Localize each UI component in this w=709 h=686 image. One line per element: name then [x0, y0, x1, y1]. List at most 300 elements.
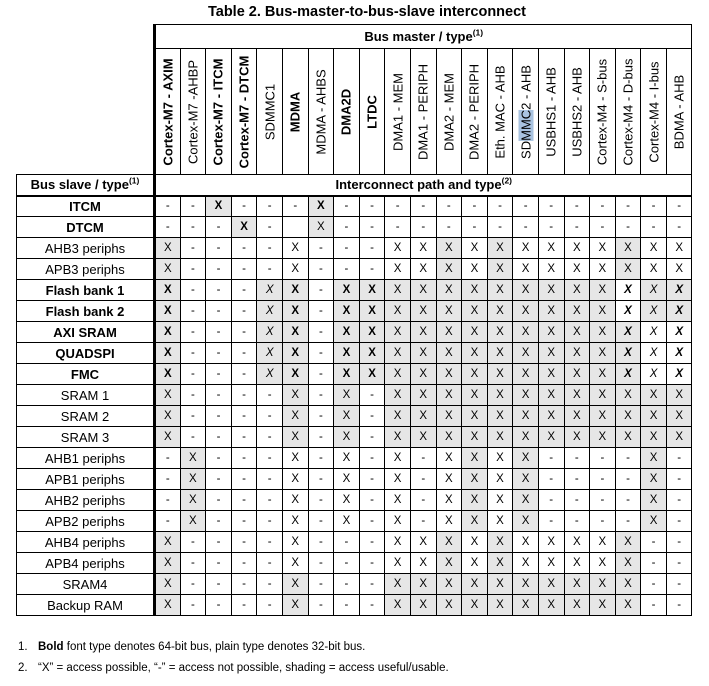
master-column-label: Cortex-M7 -AHBP	[185, 59, 201, 164]
access-possible-cell: X	[385, 238, 411, 259]
footnote-text	[38, 641, 365, 662]
access-possible-cell: X	[615, 364, 641, 385]
access-possible-cell: X	[538, 406, 564, 427]
access-possible-cell: X	[462, 511, 488, 532]
master-column-header	[308, 49, 334, 175]
access-possible-cell: X	[513, 574, 539, 595]
master-column-label: BDMA - AHB	[671, 74, 687, 149]
access-possible-cell: X	[513, 553, 539, 574]
access-not-possible-cell: -	[615, 448, 641, 469]
access-not-possible-cell: -	[359, 196, 385, 217]
access-possible-cell: X	[666, 259, 692, 280]
access-not-possible-cell: -	[206, 259, 232, 280]
master-column-header	[590, 49, 616, 175]
access-possible-cell: X	[410, 427, 436, 448]
access-possible-cell: X	[666, 364, 692, 385]
access-possible-cell: X	[155, 427, 181, 448]
access-possible-cell: X	[334, 280, 360, 301]
access-possible-cell: X	[487, 322, 513, 343]
access-possible-cell: X	[462, 427, 488, 448]
access-not-possible-cell: -	[538, 217, 564, 238]
access-possible-cell: X	[487, 595, 513, 616]
master-column-header	[257, 49, 283, 175]
access-not-possible-cell: -	[180, 238, 206, 259]
access-possible-cell: X	[410, 301, 436, 322]
access-possible-cell: X	[308, 196, 334, 217]
access-possible-cell: X	[513, 238, 539, 259]
access-not-possible-cell: -	[308, 364, 334, 385]
access-possible-cell: X	[513, 532, 539, 553]
access-not-possible-cell: -	[359, 385, 385, 406]
access-possible-cell: X	[410, 553, 436, 574]
access-not-possible-cell: -	[257, 259, 283, 280]
access-possible-cell: X	[257, 322, 283, 343]
access-possible-cell: X	[487, 406, 513, 427]
access-possible-cell: X	[513, 259, 539, 280]
master-column-header	[538, 49, 564, 175]
access-not-possible-cell: -	[359, 511, 385, 532]
access-possible-cell: X	[257, 343, 283, 364]
access-possible-cell: X	[590, 532, 616, 553]
bus-slave-label: AHB2 periphs	[17, 490, 155, 511]
footnote-ref: (1)	[472, 27, 484, 38]
access-possible-cell: X	[334, 322, 360, 343]
access-not-possible-cell: -	[180, 196, 206, 217]
access-possible-cell: X	[410, 406, 436, 427]
master-column-header	[410, 49, 436, 175]
access-not-possible-cell: -	[308, 406, 334, 427]
access-possible-cell: X	[462, 469, 488, 490]
access-not-possible-cell: -	[359, 238, 385, 259]
master-column-label: DMA1 - MEM	[390, 72, 406, 151]
access-not-possible-cell: -	[206, 217, 232, 238]
access-possible-cell: X	[155, 343, 181, 364]
access-not-possible-cell: -	[359, 406, 385, 427]
bus-slave-label: APB4 periphs	[17, 553, 155, 574]
access-possible-cell: X	[615, 238, 641, 259]
access-possible-cell: X	[282, 406, 308, 427]
access-possible-cell: X	[436, 322, 462, 343]
access-not-possible-cell: -	[231, 448, 257, 469]
access-possible-cell: X	[155, 574, 181, 595]
access-not-possible-cell: -	[641, 532, 667, 553]
access-possible-cell: X	[436, 238, 462, 259]
access-not-possible-cell: -	[257, 217, 283, 238]
access-possible-cell: X	[436, 301, 462, 322]
access-possible-cell: X	[487, 385, 513, 406]
access-not-possible-cell: -	[641, 217, 667, 238]
access-not-possible-cell: -	[206, 406, 232, 427]
access-not-possible-cell: -	[564, 448, 590, 469]
access-possible-cell: X	[385, 469, 411, 490]
access-not-possible-cell: -	[615, 511, 641, 532]
access-not-possible-cell: -	[590, 217, 616, 238]
access-possible-cell: X	[410, 280, 436, 301]
access-not-possible-cell: -	[666, 217, 692, 238]
access-possible-cell: X	[538, 385, 564, 406]
access-not-possible-cell: -	[231, 595, 257, 616]
footnote	[18, 641, 449, 662]
access-not-possible-cell: -	[180, 259, 206, 280]
table-row	[17, 490, 692, 511]
access-possible-cell: X	[282, 301, 308, 322]
bus-master-header-text: Bus master / type	[364, 29, 473, 44]
access-not-possible-cell: -	[206, 364, 232, 385]
access-not-possible-cell: -	[590, 448, 616, 469]
access-not-possible-cell: -	[359, 574, 385, 595]
access-possible-cell: X	[436, 280, 462, 301]
access-possible-cell: X	[590, 343, 616, 364]
access-possible-cell: X	[155, 532, 181, 553]
access-possible-cell: X	[282, 490, 308, 511]
access-possible-cell: X	[513, 322, 539, 343]
access-possible-cell: X	[590, 595, 616, 616]
footnote-bold-lead: Bold	[38, 641, 64, 653]
access-possible-cell: X	[359, 322, 385, 343]
access-not-possible-cell: -	[206, 595, 232, 616]
access-possible-cell: X	[180, 511, 206, 532]
access-possible-cell: X	[282, 448, 308, 469]
master-column-label: MDMA	[287, 91, 303, 132]
access-not-possible-cell: -	[231, 364, 257, 385]
access-possible-cell: X	[615, 532, 641, 553]
access-not-possible-cell: -	[257, 532, 283, 553]
master-column-header	[206, 49, 232, 175]
master-column-label: DMA2 - MEM	[441, 72, 457, 151]
access-not-possible-cell: -	[308, 343, 334, 364]
access-possible-cell: X	[334, 364, 360, 385]
access-possible-cell: X	[206, 196, 232, 217]
table-row	[17, 469, 692, 490]
access-not-possible-cell: -	[359, 490, 385, 511]
access-not-possible-cell: -	[666, 532, 692, 553]
access-not-possible-cell: -	[206, 469, 232, 490]
access-possible-cell: X	[257, 364, 283, 385]
access-not-possible-cell: -	[206, 553, 232, 574]
access-possible-cell: X	[282, 427, 308, 448]
table-title-text: Table 2. Bus-master-to-bus-slave interconnect	[207, 4, 526, 20]
access-not-possible-cell: -	[206, 574, 232, 595]
access-possible-cell: X	[666, 427, 692, 448]
access-possible-cell: X	[615, 553, 641, 574]
access-not-possible-cell: -	[257, 595, 283, 616]
access-not-possible-cell: -	[231, 280, 257, 301]
access-not-possible-cell: -	[155, 511, 181, 532]
access-possible-cell: X	[282, 595, 308, 616]
access-not-possible-cell: -	[359, 217, 385, 238]
access-possible-cell: X	[155, 238, 181, 259]
table-row	[17, 427, 692, 448]
access-not-possible-cell: -	[180, 385, 206, 406]
access-not-possible-cell: -	[155, 469, 181, 490]
access-not-possible-cell: -	[308, 511, 334, 532]
access-possible-cell: X	[436, 427, 462, 448]
bus-slave-label: Backup RAM	[17, 595, 155, 616]
access-not-possible-cell: -	[180, 217, 206, 238]
access-possible-cell: X	[513, 427, 539, 448]
access-possible-cell: X	[615, 427, 641, 448]
access-possible-cell: X	[334, 448, 360, 469]
access-not-possible-cell: -	[410, 490, 436, 511]
access-possible-cell: X	[385, 448, 411, 469]
table-row	[17, 301, 692, 322]
access-possible-cell: X	[410, 322, 436, 343]
table-row	[17, 574, 692, 595]
access-not-possible-cell: -	[308, 427, 334, 448]
access-possible-cell: X	[538, 553, 564, 574]
bus-slave-label: Flash bank 2	[17, 301, 155, 322]
access-possible-cell: X	[231, 217, 257, 238]
access-possible-cell: X	[513, 469, 539, 490]
access-possible-cell: X	[359, 343, 385, 364]
access-not-possible-cell: -	[615, 196, 641, 217]
access-possible-cell: X	[538, 322, 564, 343]
access-not-possible-cell: -	[641, 595, 667, 616]
access-possible-cell: X	[538, 301, 564, 322]
access-possible-cell: X	[641, 469, 667, 490]
access-not-possible-cell: -	[206, 448, 232, 469]
access-not-possible-cell: -	[538, 490, 564, 511]
bus-slave-label: SRAM 3	[17, 427, 155, 448]
master-column-header	[615, 49, 641, 175]
access-possible-cell: X	[155, 259, 181, 280]
access-possible-cell: X	[538, 427, 564, 448]
access-possible-cell: X	[462, 574, 488, 595]
table-row	[17, 322, 692, 343]
access-not-possible-cell: -	[180, 595, 206, 616]
access-possible-cell: X	[257, 301, 283, 322]
access-possible-cell: X	[436, 469, 462, 490]
access-not-possible-cell: -	[231, 490, 257, 511]
access-possible-cell: X	[436, 511, 462, 532]
access-possible-cell: X	[385, 532, 411, 553]
interconnect-path-header-text: Interconnect path and type	[335, 177, 502, 193]
access-possible-cell: X	[385, 406, 411, 427]
access-possible-cell: X	[641, 343, 667, 364]
access-possible-cell: X	[487, 490, 513, 511]
master-column-header	[359, 49, 385, 175]
access-possible-cell: X	[282, 469, 308, 490]
access-possible-cell: X	[436, 532, 462, 553]
access-possible-cell: X	[334, 343, 360, 364]
access-not-possible-cell: -	[334, 196, 360, 217]
access-possible-cell: X	[436, 574, 462, 595]
master-column-header	[155, 49, 181, 175]
bus-master-header	[155, 25, 692, 49]
table-row	[17, 448, 692, 469]
access-not-possible-cell: -	[308, 448, 334, 469]
access-not-possible-cell: -	[308, 385, 334, 406]
master-column-header	[231, 49, 257, 175]
access-possible-cell: X	[564, 364, 590, 385]
empty-cell	[282, 217, 308, 238]
master-column-header	[564, 49, 590, 175]
access-not-possible-cell: -	[308, 532, 334, 553]
access-possible-cell: X	[564, 574, 590, 595]
access-possible-cell: X	[538, 532, 564, 553]
access-possible-cell: X	[615, 280, 641, 301]
master-column-label: Cortex-M7 - DTCM	[236, 55, 252, 168]
access-not-possible-cell: -	[666, 574, 692, 595]
access-not-possible-cell: -	[180, 301, 206, 322]
access-possible-cell: X	[385, 574, 411, 595]
access-not-possible-cell: -	[359, 532, 385, 553]
access-not-possible-cell: -	[513, 196, 539, 217]
access-not-possible-cell: -	[359, 553, 385, 574]
access-not-possible-cell: -	[666, 595, 692, 616]
access-possible-cell: X	[564, 280, 590, 301]
access-possible-cell: X	[462, 259, 488, 280]
access-not-possible-cell: -	[590, 511, 616, 532]
access-not-possible-cell: -	[666, 196, 692, 217]
access-not-possible-cell: -	[206, 532, 232, 553]
access-possible-cell: X	[282, 259, 308, 280]
access-not-possible-cell: -	[231, 322, 257, 343]
access-not-possible-cell: -	[180, 532, 206, 553]
bus-slave-label: QUADSPI	[17, 343, 155, 364]
access-possible-cell: X	[180, 490, 206, 511]
access-possible-cell: X	[282, 553, 308, 574]
access-not-possible-cell: -	[155, 490, 181, 511]
access-not-possible-cell: -	[180, 553, 206, 574]
access-possible-cell: X	[385, 364, 411, 385]
access-possible-cell: X	[666, 343, 692, 364]
access-possible-cell: X	[436, 448, 462, 469]
access-not-possible-cell: -	[308, 259, 334, 280]
access-possible-cell: X	[334, 490, 360, 511]
footnote-ref: (1)	[128, 175, 140, 186]
access-not-possible-cell: -	[231, 553, 257, 574]
access-possible-cell: X	[513, 595, 539, 616]
master-column-header	[513, 49, 539, 175]
access-possible-cell: X	[564, 385, 590, 406]
footnote-number: 2.	[18, 662, 28, 674]
footnote	[18, 662, 449, 683]
master-column-header	[282, 49, 308, 175]
access-not-possible-cell: -	[206, 427, 232, 448]
access-not-possible-cell: -	[308, 469, 334, 490]
access-not-possible-cell: -	[436, 196, 462, 217]
table-row	[17, 553, 692, 574]
access-not-possible-cell: -	[257, 511, 283, 532]
access-possible-cell: X	[308, 217, 334, 238]
access-not-possible-cell: -	[257, 574, 283, 595]
access-possible-cell: X	[282, 574, 308, 595]
access-possible-cell: X	[590, 574, 616, 595]
access-not-possible-cell: -	[334, 259, 360, 280]
access-possible-cell: X	[487, 238, 513, 259]
table-row	[17, 280, 692, 301]
table-row	[17, 406, 692, 427]
footnote-number: 1.	[18, 641, 28, 653]
access-possible-cell: X	[641, 448, 667, 469]
access-possible-cell: X	[282, 532, 308, 553]
access-possible-cell: X	[487, 427, 513, 448]
access-possible-cell: X	[462, 553, 488, 574]
access-possible-cell: X	[590, 259, 616, 280]
footnote-body: “X” = access possible, “-” = access not possible, shading = access useful/usable.	[38, 662, 449, 674]
access-possible-cell: X	[641, 259, 667, 280]
access-possible-cell: X	[334, 301, 360, 322]
access-not-possible-cell: -	[231, 406, 257, 427]
access-not-possible-cell: -	[538, 469, 564, 490]
access-possible-cell: X	[180, 448, 206, 469]
access-possible-cell: X	[487, 469, 513, 490]
text-selection-highlight: MMC	[518, 109, 534, 141]
access-not-possible-cell: -	[564, 490, 590, 511]
access-possible-cell: X	[641, 385, 667, 406]
access-not-possible-cell: -	[231, 343, 257, 364]
table-row	[17, 595, 692, 616]
table-row	[17, 532, 692, 553]
access-possible-cell: X	[334, 385, 360, 406]
access-possible-cell: X	[436, 259, 462, 280]
access-not-possible-cell: -	[590, 490, 616, 511]
table-row	[17, 238, 692, 259]
access-not-possible-cell: -	[538, 196, 564, 217]
bus-slave-header-text: Bus slave / type	[30, 177, 129, 193]
access-not-possible-cell: -	[155, 196, 181, 217]
access-not-possible-cell: -	[308, 595, 334, 616]
access-not-possible-cell: -	[155, 448, 181, 469]
footnote-body: font type denotes 64-bit bus, plain type denotes 32-bit bus.	[63, 641, 366, 653]
bus-slave-label: APB3 periphs	[17, 259, 155, 280]
bus-slave-label: DTCM	[17, 217, 155, 238]
access-possible-cell: X	[385, 259, 411, 280]
access-not-possible-cell: -	[359, 469, 385, 490]
access-possible-cell: X	[385, 343, 411, 364]
master-column-label: SDMMC2 - AHB	[518, 64, 534, 159]
access-not-possible-cell: -	[180, 427, 206, 448]
access-possible-cell: X	[334, 469, 360, 490]
access-possible-cell: X	[282, 385, 308, 406]
interconnect-path-header	[155, 175, 692, 196]
access-possible-cell: X	[180, 469, 206, 490]
access-not-possible-cell: -	[410, 196, 436, 217]
access-possible-cell: X	[385, 427, 411, 448]
master-column-header	[641, 49, 667, 175]
access-not-possible-cell: -	[410, 469, 436, 490]
access-possible-cell: X	[462, 322, 488, 343]
access-not-possible-cell: -	[206, 322, 232, 343]
access-not-possible-cell: -	[615, 217, 641, 238]
access-possible-cell: X	[282, 364, 308, 385]
access-possible-cell: X	[462, 301, 488, 322]
access-possible-cell: X	[155, 322, 181, 343]
access-not-possible-cell: -	[385, 217, 411, 238]
access-possible-cell: X	[385, 301, 411, 322]
bus-slave-label: SRAM 1	[17, 385, 155, 406]
access-possible-cell: X	[564, 343, 590, 364]
access-not-possible-cell: -	[666, 511, 692, 532]
access-possible-cell: X	[155, 364, 181, 385]
access-not-possible-cell: -	[410, 448, 436, 469]
access-possible-cell: X	[282, 322, 308, 343]
access-possible-cell: X	[462, 406, 488, 427]
access-not-possible-cell: -	[206, 343, 232, 364]
master-column-label: DMA2D	[338, 88, 354, 135]
access-possible-cell: X	[564, 427, 590, 448]
access-possible-cell: X	[410, 364, 436, 385]
access-not-possible-cell: -	[564, 511, 590, 532]
access-not-possible-cell: -	[308, 280, 334, 301]
access-not-possible-cell: -	[308, 490, 334, 511]
access-possible-cell: X	[462, 238, 488, 259]
interconnect-table	[16, 24, 692, 616]
access-possible-cell: X	[641, 238, 667, 259]
access-possible-cell: X	[334, 511, 360, 532]
access-possible-cell: X	[564, 595, 590, 616]
